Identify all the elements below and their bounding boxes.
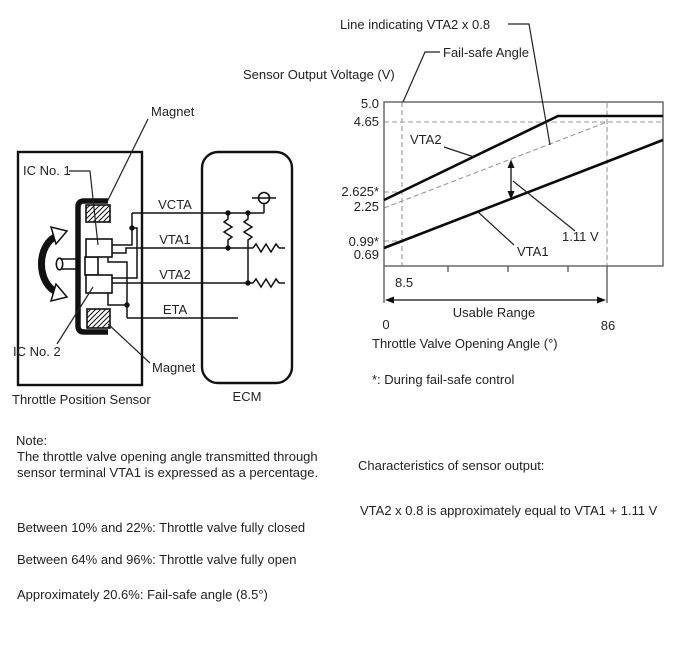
magnet-bottom-pointer: [108, 324, 150, 363]
terminal-vta2-label: VTA2: [159, 267, 191, 282]
junction-dot: [124, 302, 129, 307]
ecm-label: ECM: [232, 389, 262, 404]
y-tick-2.625: 2.625*: [341, 184, 379, 199]
chart-title: Sensor Output Voltage (V): [243, 67, 395, 82]
junction-dot: [245, 280, 250, 285]
characteristics-heading: Characteristics of sensor output:: [358, 458, 545, 473]
usable-range-anchors: [384, 266, 607, 303]
note-body-line1: The throttle valve opening angle transmitted through: [17, 449, 318, 464]
chart-frame: [384, 102, 663, 266]
y-tick-0.69: 0.69: [353, 247, 379, 262]
x-tick-8.5: 8.5: [395, 275, 414, 290]
terminal-eta-label: ETA: [162, 302, 188, 317]
ecm-box: [202, 152, 292, 383]
usable-range-arrowhead-right-icon: [597, 297, 606, 304]
note-item-closed: Between 10% and 22%: Throttle valve fully closed: [17, 520, 306, 535]
terminal-vcta-label: VCTA: [158, 197, 192, 212]
vc-supply-ic1-wire: [112, 213, 132, 245]
y-tick-0.99: 0.99*: [348, 234, 379, 249]
usable-range-arrowhead-left-icon: [385, 297, 394, 304]
x-tick-86: 86: [600, 318, 616, 333]
series-resistor-vta2: [253, 279, 279, 287]
magnet-bottom: [87, 309, 110, 328]
failsafe-callout-label: Fail-safe Angle: [443, 45, 529, 60]
vta2x08-callout-label: Line indicating VTA2 x 0.8: [340, 17, 491, 32]
ic2-box: [86, 275, 112, 293]
junction-dot: [129, 225, 134, 230]
sensor-title: Throttle Position Sensor: [12, 392, 151, 407]
characteristics-body: VTA2 x 0.8 is approximately equal to VTA1 + 1.11 V: [360, 503, 658, 518]
magnet-top-label: Magnet: [151, 104, 195, 119]
vta1-pointer: [478, 212, 514, 245]
delta-label: 1.11 V: [562, 229, 599, 244]
y-tick-4.65: 4.65: [353, 114, 379, 129]
delta-pointer: [513, 181, 575, 231]
ic1-label: IC No. 1: [23, 163, 71, 178]
series-resistor-vta1: [253, 244, 279, 252]
vta2-pointer: [444, 147, 474, 157]
vta2-series-label: VTA2: [410, 132, 442, 147]
note-item-failsafe: Approximately 20.6%: Fail-safe angle (8.5°): [17, 587, 268, 602]
stator-hub: [85, 257, 98, 275]
ic2-label: IC No. 2: [13, 344, 61, 359]
failsafe-callout-pointer: [403, 52, 440, 102]
vta1-line: [384, 140, 663, 248]
terminal-vta1-label: VTA1: [159, 232, 191, 247]
junction-dot: [225, 210, 230, 215]
pullup-resistor-vta1: [224, 213, 232, 248]
vta1-series-label: VTA1: [517, 244, 549, 259]
note-body-line2: sensor terminal VTA1 is expressed as a percentage.: [17, 465, 319, 480]
vta2x08-callout-pointer: [508, 24, 550, 145]
x-axis-ticks: [448, 266, 568, 272]
note-heading: Note:: [16, 433, 48, 448]
vta2-line: [384, 116, 663, 200]
ic1-box: [86, 239, 112, 257]
magnet-top: [86, 205, 110, 222]
ic1-pointer: [69, 171, 98, 245]
junction-dot: [245, 210, 250, 215]
usable-range-label: Usable Range: [452, 305, 536, 320]
rotation-arrow: [41, 236, 57, 292]
chart-footnote: *: During fail-safe control: [372, 372, 515, 387]
x-tick-0: 0: [382, 317, 390, 332]
shaft-end: [56, 258, 62, 270]
x-axis-label: Throttle Valve Opening Angle (°): [372, 336, 558, 351]
note-item-open: Between 64% and 96%: Throttle valve fully open: [17, 552, 297, 567]
delta-arrowhead-up-icon: [508, 160, 515, 169]
y-tick-2.25: 2.25: [353, 199, 379, 214]
magnet-bottom-label: Magnet: [152, 360, 196, 375]
y-tick-5.0: 5.0: [360, 96, 379, 111]
junction-dot: [225, 245, 230, 250]
